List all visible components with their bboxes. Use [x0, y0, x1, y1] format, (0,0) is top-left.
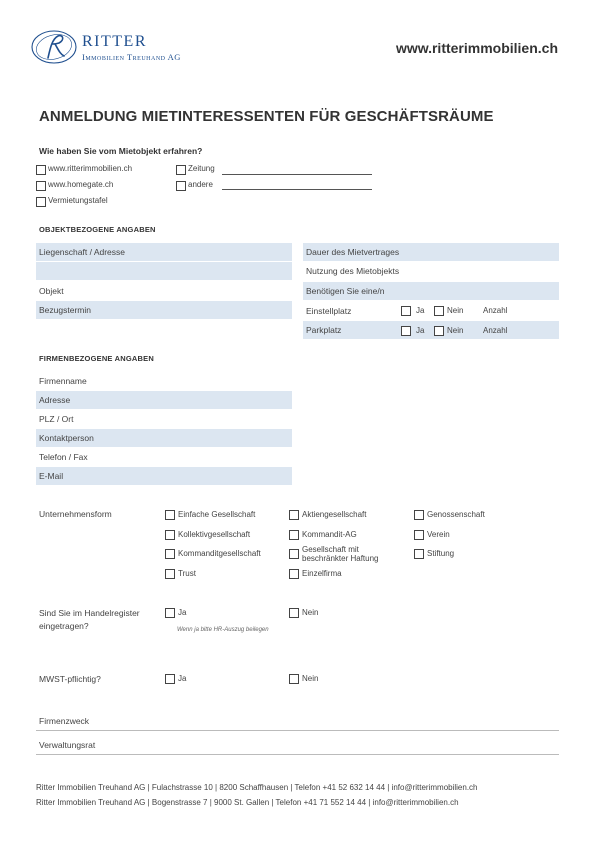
checkbox-tafel[interactable] — [36, 197, 46, 207]
page-title: ANMELDUNG MIETINTERESSENTEN FÜR GESCHÄFTSRÄUME — [39, 108, 494, 125]
firmenzweck-label: Firmenzweck — [39, 716, 90, 726]
einstellplatz-nein-checkbox[interactable] — [434, 306, 444, 316]
field-objekt[interactable]: Objekt — [39, 286, 64, 296]
handelsregister-label-line1: Sind Sie im Handelregister — [39, 608, 140, 618]
option-andere-label: andere — [188, 180, 213, 189]
kommandit-ag-label: Kommandit-AG — [302, 530, 357, 539]
handelsregister-label-line2: eingetragen? — [39, 621, 89, 631]
field-kontaktperson[interactable]: Kontaktperson — [36, 429, 292, 447]
checkbox-kollektivgesellschaft[interactable] — [165, 530, 175, 540]
checkbox-genossenschaft[interactable] — [414, 510, 424, 520]
parkplatz-ja-checkbox[interactable] — [401, 326, 411, 336]
mwst-ja-checkbox[interactable] — [165, 674, 175, 684]
parkplatz-label: Parkplatz — [306, 325, 342, 335]
option-ritter-label: www.ritterimmobilien.ch — [48, 164, 133, 173]
genossenschaft-label: Genossenschaft — [427, 510, 485, 519]
stiftung-label: Stiftung — [427, 549, 455, 558]
mwst-ja-label: Ja — [178, 674, 187, 683]
field-liegenschaft[interactable]: Liegenschaft / Adresse — [36, 243, 292, 261]
verwaltungsrat-label: Verwaltungsrat — [39, 740, 96, 750]
einstellplatz-ja-label: Ja — [416, 306, 425, 315]
field-liegenschaft-line2[interactable] — [36, 262, 292, 280]
source-question: Wie haben Sie vom Mietobjekt erfahren? — [39, 146, 203, 156]
checkbox-kommandit-ag[interactable] — [289, 530, 299, 540]
footer-address-schaffhausen: Ritter Immobilien Treuhand AG | Fulachstrasse 10 | 8200 Schaffhausen | Telefon +41 52 632 14 44 | info@ritterimmobilien.ch — [36, 783, 478, 792]
mwst-nein-label: Nein — [302, 674, 319, 683]
mwst-label: MWST-pflichtig? — [39, 674, 101, 684]
kommanditgesellschaft-label: Kommanditgesellschaft — [178, 549, 261, 558]
checkbox-gmbh[interactable] — [289, 549, 299, 559]
einstellplatz-ja-checkbox[interactable] — [401, 306, 411, 316]
field-firmenname[interactable]: Firmenname — [39, 376, 87, 386]
row-parkplatz — [303, 321, 559, 339]
kollektivgesellschaft-label: Kollektivgesellschaft — [178, 530, 251, 539]
handelsregister-nein-checkbox[interactable] — [289, 608, 299, 618]
field-dauer[interactable]: Dauer des Mietvertrages — [303, 243, 559, 261]
field-email[interactable]: E-Mail — [36, 467, 292, 485]
company-subtitle: Immobilien Treuhand AG — [82, 52, 181, 62]
unternehmensform-label: Unternehmensform — [39, 509, 112, 519]
website-link[interactable]: www.ritterimmobilien.ch — [395, 40, 558, 56]
checkbox-einzelfirma[interactable] — [289, 569, 299, 579]
checkbox-aktiengesellschaft[interactable] — [289, 510, 299, 520]
checkbox-trust[interactable] — [165, 569, 175, 579]
firmenzweck-input-line[interactable] — [36, 730, 559, 731]
field-bezugstermin[interactable]: Bezugstermin — [36, 301, 292, 319]
einstellplatz-label: Einstellplatz — [306, 306, 352, 316]
field-nutzung[interactable]: Nutzung des Mietobjekts — [306, 266, 400, 276]
row-einstellplatz — [303, 302, 559, 320]
field-plz-ort[interactable]: PLZ / Ort — [39, 414, 74, 424]
company-name: RITTER — [82, 33, 147, 50]
mwst-nein-checkbox[interactable] — [289, 674, 299, 684]
parkplatz-ja-label: Ja — [416, 326, 425, 335]
checkbox-kommanditgesellschaft[interactable] — [165, 549, 175, 559]
section-objekt-heading: OBJEKTBEZOGENE ANGABEN — [39, 225, 156, 234]
checkbox-verein[interactable] — [414, 530, 424, 540]
checkbox-stiftung[interactable] — [414, 549, 424, 559]
section-firmen-heading: FIRMENBEZOGENE ANGABEN — [39, 354, 154, 363]
field-benoetigen: Benötigen Sie eine/n — [303, 282, 559, 300]
logo-emblem-icon — [28, 27, 80, 67]
parkplatz-anzahl-label: Anzahl — [483, 326, 508, 335]
verwaltungsrat-input-line[interactable] — [36, 754, 559, 755]
checkbox-einfache-gesellschaft[interactable] — [165, 510, 175, 520]
checkbox-zeitung[interactable] — [176, 165, 186, 175]
gmbh-label-line2: beschränkter Haftung — [302, 554, 379, 563]
handelsregister-ja-checkbox[interactable] — [165, 608, 175, 618]
zeitung-input-line[interactable] — [222, 174, 372, 175]
checkbox-ritter[interactable] — [36, 165, 46, 175]
handelsregister-ja-label: Ja — [178, 608, 187, 617]
verein-label: Verein — [427, 530, 450, 539]
field-adresse[interactable]: Adresse — [36, 391, 292, 409]
checkbox-andere[interactable] — [176, 181, 186, 191]
handelsregister-hint: Wenn ja bitte HR-Auszug beilegen — [177, 627, 269, 633]
option-tafel-label: Vermietungstafel — [48, 196, 108, 205]
einfache-gesellschaft-label: Einfache Gesellschaft — [178, 510, 256, 519]
field-telefon-fax[interactable]: Telefon / Fax — [39, 452, 88, 462]
footer-address-stgallen: Ritter Immobilien Treuhand AG | Bogenstrasse 7 | 9000 St. Gallen | Telefon +41 71 552 14 44 | info@ritterimmobilien.ch — [36, 798, 459, 807]
handelsregister-nein-label: Nein — [302, 608, 319, 617]
einzelfirma-label: Einzelfirma — [302, 569, 342, 578]
trust-label: Trust — [178, 569, 196, 578]
aktiengesellschaft-label: Aktiengesellschaft — [302, 510, 367, 519]
parkplatz-nein-checkbox[interactable] — [434, 326, 444, 336]
option-zeitung-label: Zeitung — [188, 164, 215, 173]
checkbox-homegate[interactable] — [36, 181, 46, 191]
gmbh-label-line1: Gesellschaft mit — [302, 545, 359, 554]
parkplatz-nein-label: Nein — [447, 326, 464, 335]
einstellplatz-anzahl-label: Anzahl — [483, 306, 508, 315]
option-homegate-label: www.homegate.ch — [48, 180, 114, 189]
andere-input-line[interactable] — [222, 189, 372, 190]
einstellplatz-nein-label: Nein — [447, 306, 464, 315]
